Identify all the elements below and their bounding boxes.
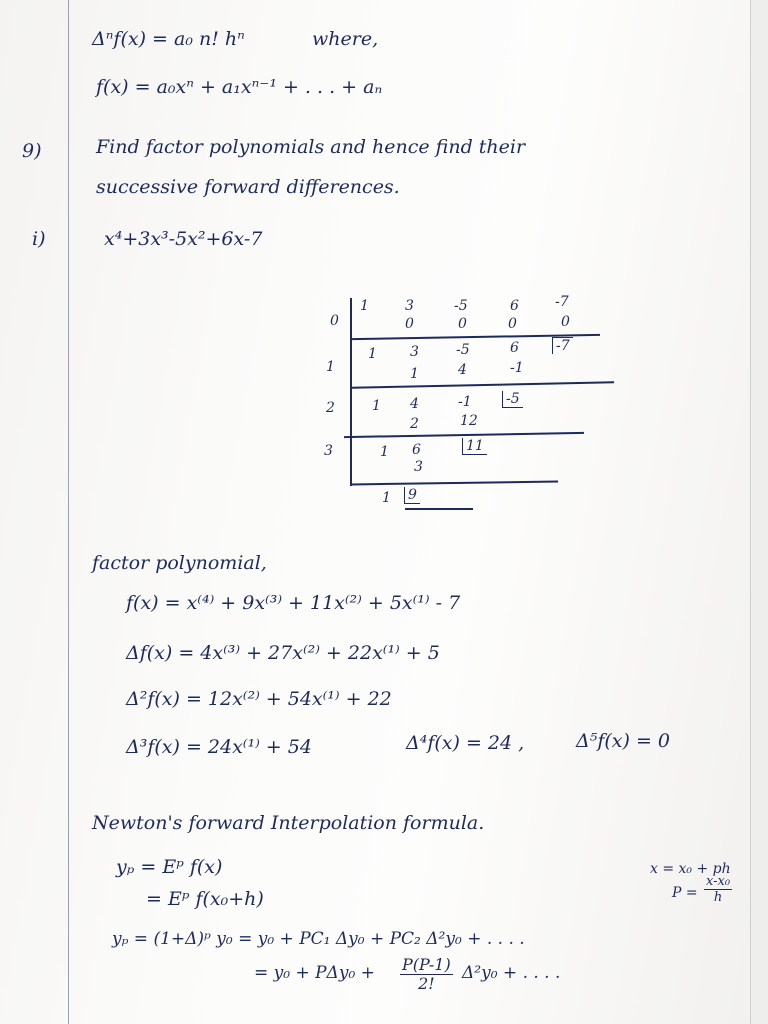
coef: 6: [510, 298, 519, 314]
coef: 0: [405, 316, 414, 332]
newton-line2: = Eᵖ f(x₀+h): [146, 888, 264, 910]
side-note-x: x = x₀ + ph: [650, 861, 731, 877]
table-rule: [352, 481, 558, 485]
where-label: where,: [312, 28, 379, 50]
newton-line1: yₚ = Eᵖ f(x): [116, 856, 223, 878]
fraction-numerator: P(P-1): [402, 955, 451, 974]
coef: 1: [360, 298, 369, 314]
table-rule: [405, 508, 473, 510]
coef: 6: [510, 340, 519, 356]
part-label: i): [32, 228, 46, 250]
question-number: 9): [22, 140, 42, 162]
question-text-line1: Find factor polynomials and hence find their: [96, 136, 526, 158]
margin-line: [68, 0, 69, 1024]
coef: -5: [456, 342, 470, 358]
factor-d5: Δ⁵f(x) = 0: [576, 730, 670, 752]
remainder-box: -5: [502, 391, 523, 408]
coef: 1: [410, 366, 419, 382]
row-label: 1: [326, 359, 335, 375]
row-label: 2: [326, 400, 335, 416]
newton-line4a: = y₀ + PΔy₀ +: [254, 963, 375, 983]
remainder-box: 11: [462, 438, 487, 455]
table-vertical-rule: [350, 298, 352, 486]
coef: 1: [380, 444, 389, 460]
newton-fraction: [400, 956, 453, 993]
coef: 2: [410, 416, 419, 432]
question-text-line2: successive forward differences.: [96, 176, 400, 198]
coef: 3: [410, 344, 419, 360]
row-label: 3: [324, 443, 333, 459]
coef: -7: [555, 294, 569, 310]
coef: 1: [372, 398, 381, 414]
coef: 12: [460, 413, 478, 429]
factor-d4: Δ⁴f(x) = 24 ,: [406, 732, 525, 754]
side-note-p: P =: [672, 885, 698, 901]
coef: -1: [510, 360, 524, 376]
coef: 6: [412, 442, 421, 458]
side-note-fraction: [704, 874, 732, 905]
formula-nth-difference: Δⁿf(x) = a₀ n! hⁿ: [92, 28, 245, 50]
factor-heading: factor polynomial,: [92, 552, 267, 574]
fraction-denominator: h: [713, 890, 723, 905]
coef: 0: [458, 316, 467, 332]
table-rule: [352, 381, 614, 388]
coef: -5: [454, 298, 468, 314]
factor-d1: Δf(x) = 4x⁽³⁾ + 27x⁽²⁾ + 22x⁽¹⁾ + 5: [126, 642, 440, 664]
coef: 4: [410, 396, 419, 412]
fraction-denominator: 2!: [418, 974, 435, 993]
newton-heading: Newton's forward Interpolation formula.: [92, 812, 485, 834]
formula-polynomial-general: f(x) = a₀xⁿ + a₁xⁿ⁻¹ + . . . + aₙ: [96, 76, 383, 98]
table-rule: [344, 432, 584, 438]
remainder-box: 9: [404, 487, 420, 504]
fraction-numerator: x-x₀: [706, 874, 731, 889]
remainder-box: -7: [552, 337, 573, 354]
coef: 4: [458, 362, 467, 378]
newton-line4b: Δ²y₀ + . . . .: [462, 963, 561, 983]
polynomial: x⁴+3x³-5x²+6x-7: [104, 228, 263, 250]
coef: 3: [405, 298, 414, 314]
coef: 0: [508, 316, 517, 332]
coef: -1: [458, 394, 472, 410]
page-edge: [750, 0, 768, 1024]
coef: 3: [414, 459, 423, 475]
newton-line3: yₚ = (1+Δ)ᵖ y₀ = y₀ + PC₁ Δy₀ + PC₂ Δ²y₀ + . . . .: [112, 929, 525, 949]
coef: 0: [561, 314, 570, 330]
coef: 1: [368, 346, 377, 362]
factor-f: f(x) = x⁽⁴⁾ + 9x⁽³⁾ + 11x⁽²⁾ + 5x⁽¹⁾ - 7: [126, 592, 461, 614]
coef: 1: [382, 490, 391, 506]
row-label: 0: [330, 313, 339, 329]
factor-d2: Δ²f(x) = 12x⁽²⁾ + 54x⁽¹⁾ + 22: [126, 688, 392, 710]
factor-d3: Δ³f(x) = 24x⁽¹⁾ + 54: [126, 736, 312, 758]
